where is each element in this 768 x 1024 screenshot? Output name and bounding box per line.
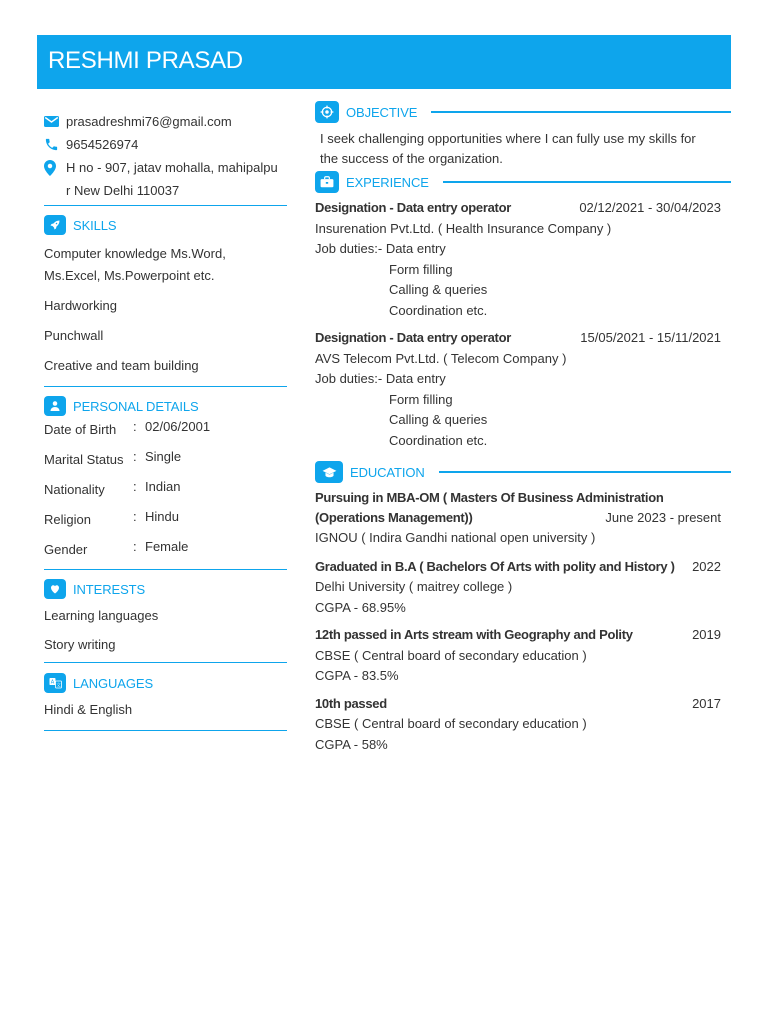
skills-title: SKILLS [73, 217, 117, 233]
objective-text-line: I seek challenging opportunities where I can fully use my skills for [320, 131, 696, 146]
interests-header [44, 578, 287, 600]
section-divider [44, 662, 287, 663]
phone-text: 9654526974 [66, 137, 139, 152]
personal-row [44, 449, 287, 479]
education-score: CGPA - 58% [315, 736, 388, 752]
education-date: 2017 [692, 695, 721, 711]
objective-text-line: the success of the organization. [320, 150, 503, 166]
personal-label: Date of Birth [44, 422, 117, 437]
section-divider [44, 205, 287, 206]
personal-separator: : [133, 419, 137, 434]
section-divider [44, 569, 287, 570]
personal-separator: : [133, 539, 137, 554]
skills-header [44, 214, 287, 236]
personal-value: Single [145, 449, 182, 464]
education-date: 2022 [692, 558, 721, 574]
job-designation: Designation - Data entry operator [315, 200, 511, 215]
education-rule [439, 471, 731, 473]
personal-row [44, 509, 287, 539]
experience-title: EXPERIENCE [346, 174, 429, 190]
education-degree: Graduated in B.A ( Bachelors Of Arts with polity and History ) [315, 558, 675, 574]
svg-text:A: A [50, 679, 54, 686]
job-duty: Calling & queries [389, 412, 488, 427]
experience-entry [315, 198, 731, 321]
experience-rule [443, 181, 731, 183]
location-pin-icon [44, 156, 66, 179]
language-item: Hindi & English [44, 702, 133, 717]
address-line-1: H no - 907, jatav mohalla, mahipalpu [66, 160, 278, 175]
languages-header [44, 672, 287, 694]
education-degree: (Operations Management)) [315, 510, 473, 525]
translate-icon [44, 673, 66, 693]
education-entry [315, 488, 731, 549]
experience-header [315, 171, 731, 193]
left-column [44, 110, 287, 731]
objective-rule [431, 111, 731, 113]
job-dates: 15/05/2021 - 15/11/2021 [580, 330, 721, 345]
education-header [315, 461, 731, 483]
job-company: Insurenation Pvt.Ltd. ( Health Insurance Company ) [315, 220, 612, 236]
job-duty: Coordination etc. [389, 302, 488, 318]
heart-icon [44, 579, 66, 599]
personal-label: Religion [44, 512, 91, 527]
objective-title: OBJECTIVE [346, 104, 418, 120]
job-dates: 02/12/2021 - 30/04/2023 [579, 200, 721, 215]
contact-phone [44, 133, 287, 156]
skill-item: Punchwall [44, 328, 104, 343]
education-institution: Delhi University ( maitrey college ) [315, 579, 513, 594]
education-entry [315, 694, 731, 756]
personal-separator: : [133, 479, 137, 494]
personal-value: 02/06/2001 [145, 419, 211, 434]
phone-icon [44, 133, 66, 156]
experience-entry [315, 328, 731, 451]
section-divider [44, 730, 287, 731]
envelope-icon [44, 110, 66, 133]
address-text [66, 156, 287, 202]
skill-item: Creative and team building [44, 358, 199, 373]
right-column [315, 100, 731, 755]
job-duty: Form filling [389, 261, 453, 277]
personal-value: Female [145, 539, 189, 554]
skill-item: Hardworking [44, 298, 117, 313]
briefcase-icon [315, 171, 339, 193]
personal-label: Nationality [44, 482, 105, 497]
job-duty: Coordination etc. [389, 432, 488, 448]
interest-item: Story writing [44, 637, 116, 652]
contact-address [44, 156, 287, 202]
skill-item: Computer knowledge Ms.Word, [44, 246, 226, 261]
section-divider [44, 386, 287, 387]
personal-header [44, 395, 287, 417]
contact-email [44, 110, 287, 133]
skill-item: Ms.Excel, Ms.Powerpoint etc. [44, 268, 215, 283]
education-entry [315, 557, 731, 619]
job-duty: Calling & queries [389, 282, 488, 297]
personal-separator: : [133, 509, 137, 524]
education-title: EDUCATION [350, 464, 425, 480]
education-degree: Pursuing in MBA-OM ( Masters Of Business Administration [315, 490, 664, 505]
interest-item: Learning languages [44, 608, 159, 623]
education-entry [315, 625, 731, 687]
svg-text:文: 文 [55, 683, 61, 689]
education-degree: 12th passed in Arts stream with Geography and Polity [315, 627, 633, 642]
job-duty: Form filling [389, 391, 453, 407]
candidate-name: RESHMI PRASAD [48, 47, 243, 74]
education-degree: 10th passed [315, 695, 387, 711]
address-line-2: r New Delhi 110037 [66, 183, 180, 198]
person-icon [44, 396, 66, 416]
rocket-icon [44, 215, 66, 235]
personal-label: Marital Status [44, 452, 124, 467]
job-duties-label: Job duties:- Data entry [315, 241, 446, 256]
personal-row [44, 539, 287, 569]
languages-title: LANGUAGES [73, 675, 154, 691]
education-institution: CBSE ( Central board of secondary education ) [315, 647, 587, 663]
email-text[interactable]: prasadreshmi76@gmail.com [66, 114, 232, 129]
target-icon [315, 101, 339, 123]
graduation-cap-icon [315, 461, 343, 483]
education-institution: IGNOU ( Indira Gandhi national open university ) [315, 530, 596, 545]
education-date: June 2023 - present [605, 510, 721, 525]
job-duties-label: Job duties:- Data entry [315, 371, 446, 386]
education-score: CGPA - 68.95% [315, 599, 406, 615]
personal-label: Gender [44, 542, 88, 557]
education-institution: CBSE ( Central board of secondary education ) [315, 716, 587, 731]
personal-title: PERSONAL DETAILS [73, 398, 199, 414]
personal-row [44, 479, 287, 509]
education-date: 2019 [692, 627, 721, 642]
job-designation: Designation - Data entry operator [315, 330, 511, 345]
personal-value: Indian [145, 479, 181, 494]
personal-separator: : [133, 449, 137, 464]
interests-title: INTERESTS [73, 581, 146, 597]
personal-value: Hindu [145, 509, 179, 524]
header-bar [37, 35, 731, 89]
personal-row [44, 419, 287, 449]
job-company: AVS Telecom Pvt.Ltd. ( Telecom Company ) [315, 350, 567, 366]
education-score: CGPA - 83.5% [315, 668, 399, 683]
objective-header [315, 101, 731, 123]
